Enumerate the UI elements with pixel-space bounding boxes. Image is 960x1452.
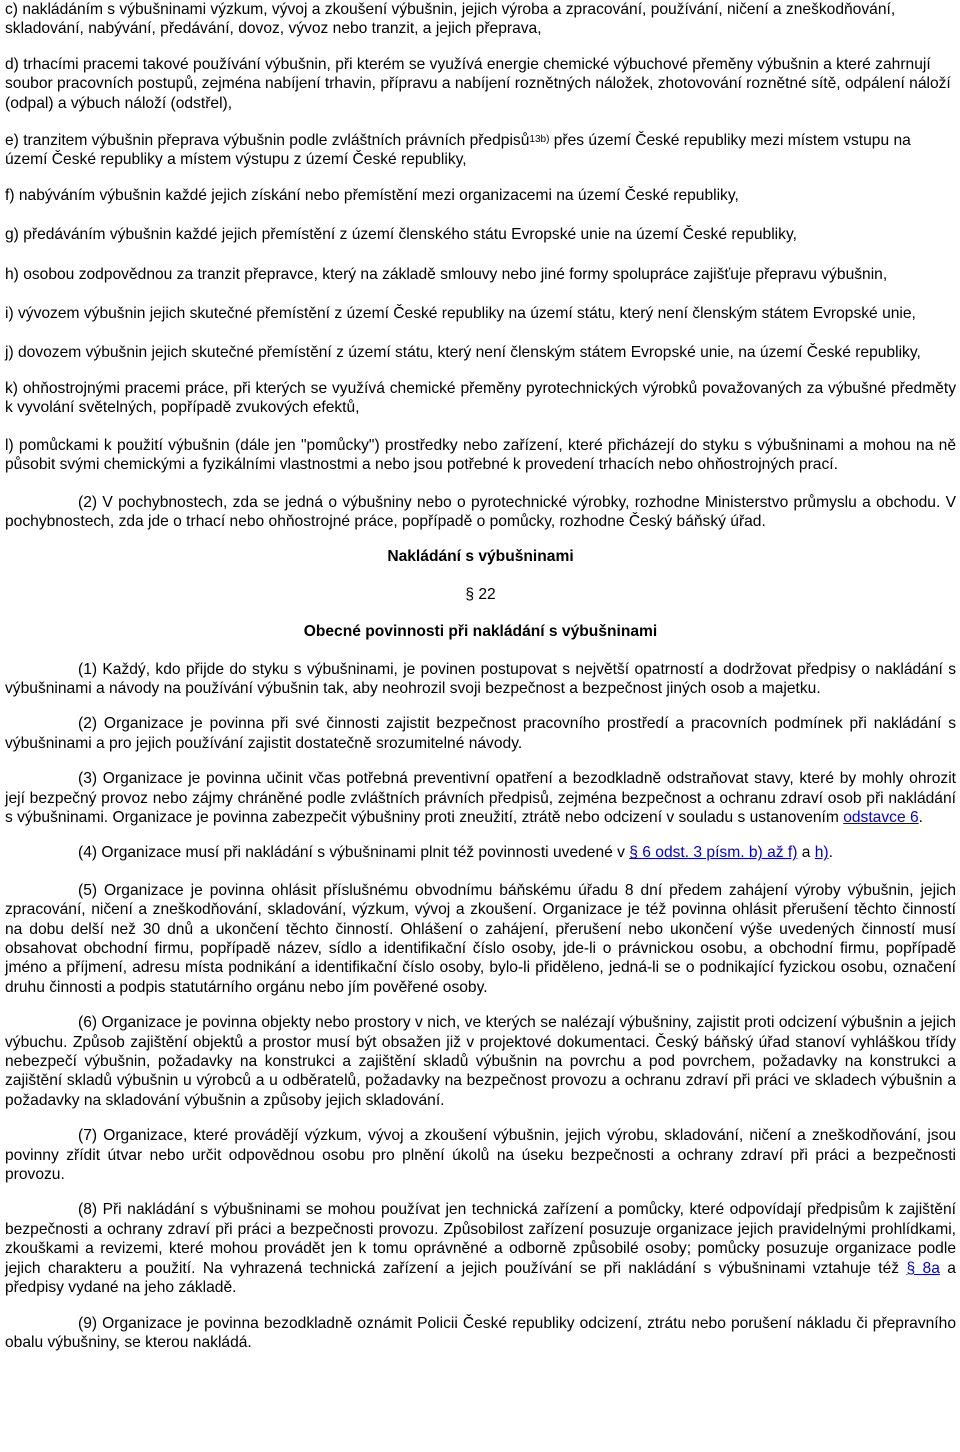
- paragraph-9: (9) Organizace je povinna bezodkladně oznámit Policii České republiky odcizení, ztrátu nebo porušení nákladu či přepravního obalu výbušniny, se kterou nakládá.: [5, 1314, 956, 1351]
- paragraph-3: [5, 769, 956, 827]
- link-odstavce-6[interactable]: odstavce 6: [843, 808, 919, 826]
- paragraph-7: (7) Organizace, které provádějí výzkum, vývoj a zkoušení výbušnin, jejich výrobu, skladování, ničení a zneškodňování, jsou povinny zřídit útvar nebo určit odpovědnou osobu pro plnění úkolů na úseku bezpečnosti a ochrany zdraví při práci a bezpečnosti provozu.: [5, 1127, 956, 1184]
- definition-i: i) vývozem výbušnin jejich skutečné přemístění z území České republiky na území státu, který není členským státem Evropské unie,: [5, 305, 916, 323]
- definition-l: l) pomůckami k použití výbušnin (dále jen "pomůcky") prostředky nebo zařízení, které přicházejí do styku s výbušninami a mohou na ně působit svými chemickými a fyzikálními vlastnostmi a nebo jsou potřebné k provedení trhacích nebo ohňostrojných prací.: [5, 436, 956, 474]
- definition-f: f) nabýváním výbušnin každé jejich získání nebo přemístění mezi organizacemi na území České republiky,: [5, 186, 739, 204]
- paragraph-8-end: a předpisy vydané na jeho základě.: [5, 1259, 956, 1297]
- link-pism-h[interactable]: h): [814, 844, 829, 862]
- definition-e-text: e) tranzitem výbušnin přeprava výbušnin podle zvláštních právních předpisů: [5, 132, 530, 150]
- paragraph-1: (1) Každý, kdo přijde do styku s výbušninami, je povinen postupovat s největší opatrností a dodržovat předpisy o nakládání s výbušninami a návody na používání výbušnin tak, aby neohrozil svoji bezpečnost a bezpečnost jiných osob a majetku.: [5, 660, 956, 697]
- section-title: Obecné povinnosti při nakládání s výbušninami: [303, 623, 658, 641]
- paragraph-4-mid: a: [797, 844, 815, 862]
- definition-g: g) předáváním výbušnin každé jejich přemístění z území členského státu Evropské unie na území České republiky,: [5, 226, 797, 244]
- paragraph-3-text: (3) Organizace je povinna učinit včas potřebná preventivní opatření a bezodkladně odstraňovat stavy, které by mohly ohrozit její bezpečný provoz nebo zájmy chráněné podle zvláštních právních předpisů, zejména bezpečnost a ochranu zdraví osob při nakládání s výbušninami. Organizace je povinna zabezpečit výbušniny proti zneužití, ztrátě nebo odcizení v souladu s ustanovením: [5, 770, 956, 826]
- paragraph-6: (6) Organizace je povinna objekty nebo prostory v nich, ve kterých se nalézají výbušniny, zajistit proti odcizení výbušnin a jejich výbuchu. Způsob zajištění objektů a prostor musí být obsažen již v projektové dokumentaci. Český báňský úřad stanoví vyhláškou třídy nebezpečí výbušnin, požadavky na konstrukci a zajištění skladů výbušnin na povrchu a pod povrchem, požadavky na konstrukci a zajištění skladů výbušnin u výrobců a u odběratelů, požadavky na bezpečnost provozu a ochranu zdraví při práci ve skladech výbušnin a požadavky na skladování výbušnin a způsoby jejich skladování.: [5, 1014, 956, 1109]
- definition-j: j) dovozem výbušnin jejich skutečné přemístění z území státu, který není členským státem Evropské unie, na území České republiky,: [5, 344, 921, 362]
- definition-e: [5, 131, 956, 170]
- footnote-ref-13b: 13b): [529, 134, 550, 146]
- paragraph-8: [5, 1200, 956, 1297]
- paragraph-4-text: (4) Organizace musí při nakládání s výbušninami plnit též povinnosti uvedené v: [78, 844, 630, 862]
- section-number: § 22: [465, 585, 496, 603]
- paragraph-3-end: .: [918, 808, 923, 826]
- paragraph-2: (2) Organizace je povinna při své činnosti zajistit bezpečnost pracovního prostředí a pracovních podmínek při nakládání s výbušninami a pro jejich používání zajistit dostatečně srozumitelné návody.: [5, 715, 956, 752]
- definition-c: c) nakládáním s výbušninami výzkum, vývoj a zkoušení výbušnin, jejich výroba a zpracování, používání, ničení a zneškodňování, skladování, nabývání, předávání, dovoz, vývoz nebo tranzit, a jejich přeprava,: [5, 1, 896, 38]
- paragraph-4: [5, 843, 956, 862]
- link-par-6-odst-3[interactable]: § 6 odst. 3 písm. b) až f): [629, 844, 798, 862]
- definition-d: d) trhacími pracemi takové používání výbušnin, při kterém se využívá energie chemické výbuchové přeměny výbušnin a které zahrnují soubor pracovních postupů, zejména nabíjení trhavin, přípravu a nabíjení roznětných náložek, zhotovování roznětné sítě, odpálení náloží (odpal) a výbuch náloží (odstřel),: [5, 55, 951, 112]
- paragraph-2-prev: (2) V pochybnostech, zda se jedná o výbušniny nebo o pyrotechnické výrobky, rozhodne Ministerstvo průmyslu a obchodu. V pochybnostech, zda jde o trhací nebo ohňostrojné práce, popřípadě o pomůcky, rozhodne Český báňský úřad.: [5, 493, 956, 530]
- definition-k: k) ohňostrojnými pracemi práce, při kterých se využívá chemické přeměny pyrotechnických výrobků považovaných za výbušné předměty k vyvolání světelných, popřípadě zvukových efektů,: [5, 379, 956, 417]
- paragraph-5: (5) Organizace je povinna ohlásit příslušnému obvodnímu báňskému úřadu 8 dní předem zahájení výroby výbušnin, jejich zpracování, ničení a zneškodňování, skladování, výzkum, vývoj a zkoušení. Organizace je též povinna ohlásit přerušení těchto činností na dobu delší než 30 dnů a ukončení těchto činností. Ohlášení o zahájení, přerušení nebo ukončení výše uvedených činností musí obsahovat obchodní firmu, popřípadě název, sídlo a identifikační číslo osoby, jde-li o právnickou osobu, a obchodní firmu, popřípadě jméno a příjmení, adresu místa podnikání a identifikační číslo osoby, bylo-li přiděleno, jedná-li se o podnikající fyzickou osobu, označení druhu činnosti a podpis statutárního orgánu nebo jím pověřené osoby.: [5, 881, 956, 996]
- definition-h: h) osobou zodpovědnou za tranzit přepravce, který na základě smlouvy nebo jiné formy spolupráce zajišťuje přepravu výbušnin,: [5, 265, 888, 283]
- part-heading: Nakládání s výbušninami: [387, 548, 574, 566]
- definition-e-text-end: přes území České republiky mezi místem vstupu na území České republiky a místem výstupu z území České republiky,: [5, 132, 911, 169]
- link-par-8a[interactable]: § 8a: [906, 1259, 940, 1277]
- paragraph-8-text: (8) Při nakládání s výbušninami se mohou používat jen technická zařízení a pomůcky, které odpovídají předpisům k zajištění bezpečnosti a ochrany zdraví při práci a bezpečnosti provozu. Způsobilost zařízení posuzuje organizace jejich pravidelnými prohlídkami, zkouškami a revizemi, které mohou provádět jen k tomu oprávněné a odborně způsobilé osoby; pomůcky posuzuje organizace podle jejich charakteru a použití. Na vyhrazená technická zařízení a jejich používání se při nakládání s výbušninami vztahuje též: [5, 1201, 956, 1277]
- paragraph-4-end: .: [828, 844, 833, 862]
